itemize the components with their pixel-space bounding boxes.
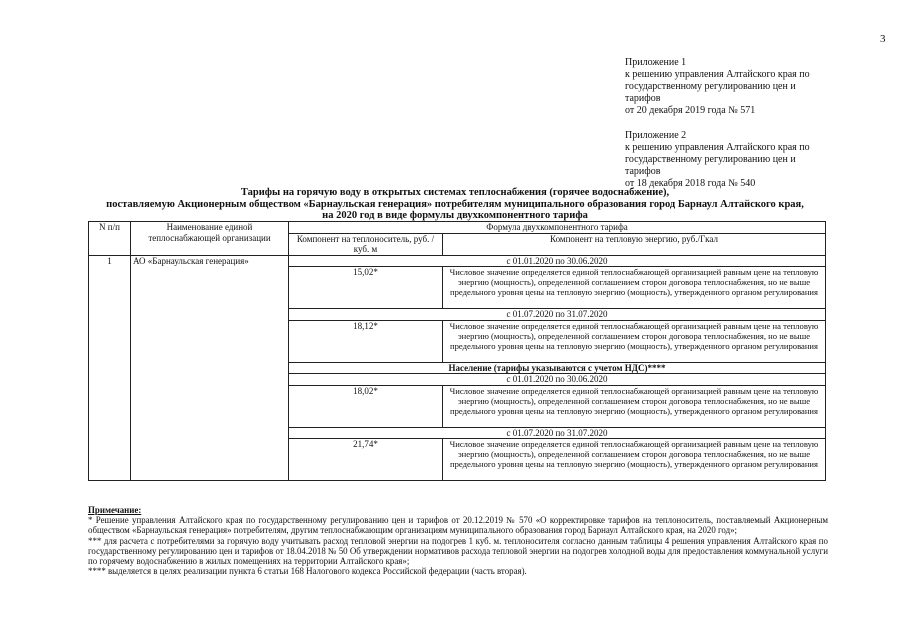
document-title xyxy=(80,187,830,222)
appendix-1-line: государственному регулированию цен и xyxy=(625,81,796,92)
note-3: **** выделяется в целях реализации пункта 6 статьи 168 Налогового кодекса Российской федерации (часть вторая). xyxy=(88,566,527,577)
appendix-2-line: государственному регулированию цен и xyxy=(625,154,796,165)
header-coolant-component: Компонент на теплоноситель, руб. /куб. м xyxy=(289,233,443,255)
period-row: с 01.01.2020 по 30.06.2020 xyxy=(289,255,826,267)
appendix-1-line: от 20 декабря 2019 года № 571 xyxy=(625,105,756,116)
energy-description: Числовое значение определяется единой теплоснабжающей организацией равным цене на тепловую энергию (мощность), определенной соглашением сторон договора теплоснабжения, но не выше предельного уровня цены на тепловую энергию (мощность), утвержденного органом регулирования xyxy=(443,385,826,427)
appendix-2-line: от 18 декабря 2018 года № 540 xyxy=(625,178,756,189)
coolant-value: 18,12* xyxy=(289,320,443,362)
appendix-2-line: тарифов xyxy=(625,166,661,177)
notes-heading: Примечание: xyxy=(88,505,142,515)
organization-name: АО «Барнаульская генерация» xyxy=(131,255,289,481)
appendix-2-block xyxy=(625,130,865,190)
appendix-1-line: Приложение 1 xyxy=(625,57,687,68)
header-formula: Формула двухкомпонентного тарифа xyxy=(289,222,826,234)
appendix-1-block xyxy=(625,57,865,117)
tariff-table xyxy=(88,221,826,481)
coolant-value: 15,02* xyxy=(289,267,443,309)
period-row: с 01.01.2020 по 30.06.2020 xyxy=(289,374,826,386)
coolant-value: 18,02* xyxy=(289,385,443,427)
notes-section xyxy=(88,505,828,576)
note-1: * Решение управления Алтайского края по государственному регулированию цен и тарифов от 20.12.2019 № 570 «О корректировке тарифов на теплоноситель, поставляемый Акционерным обществом «Барнаульская генерация» потребителям, другим теплоснабжающим организациям муниципального образования город Барнаул Алтайского края, на 2020 год»; xyxy=(88,515,828,536)
page-number: 3 xyxy=(880,33,886,45)
appendix-1-line: тарифов xyxy=(625,93,661,104)
energy-description: Числовое значение определяется единой теплоснабжающей организацией равным цене на тепловую энергию (мощность), определенной соглашением сторон договора теплоснабжения, но не выше предельного уровня цены на тепловую энергию (мощность), утвержденного органом регулирования xyxy=(443,320,826,362)
population-row: Население (тарифы указываются с учетом НДС)**** xyxy=(289,362,826,374)
title-line: Тарифы на горячую воду в открытых системах теплоснабжения (горячее водоснабжение), xyxy=(240,187,670,198)
appendix-2-line: Приложение 2 xyxy=(625,130,687,141)
energy-description: Числовое значение определяется единой теплоснабжающей организацией равным цене на тепловую энергию (мощность), определенной соглашением сторон договора теплоснабжения, но не выше предельного уровня цены на тепловую энергию (мощность), утвержденного органом регулирования xyxy=(443,267,826,309)
title-line: поставляемую Акционерным обществом «Барнаульская генерация» потребителям муниципального образования город Барнаул Алтайского края, xyxy=(106,198,804,210)
header-num: N п/п xyxy=(89,222,131,256)
note-2: *** для расчета с потребителями за горячую воду учитывать расход тепловой энергии на подогрев 1 куб. м. теплоносителя согласно данным таблицы 4 решения управления Алтайского края по государственному регулированию цен и тарифов от 18.04.2018 № 50 Об утверждении нормативов расхода тепловой энергии на подогрев холодной воды для предоставления коммунальной услуги по горячему водоснабжению в жилых помещениях на территории Алтайского края»; xyxy=(88,535,828,567)
appendix-1-line: к решению управления Алтайского края по xyxy=(625,69,810,80)
coolant-value: 21,74* xyxy=(289,439,443,481)
row-number: 1 xyxy=(89,255,131,481)
period-row: с 01.07.2020 по 31.07.2020 xyxy=(289,427,826,439)
energy-description: Числовое значение определяется единой теплоснабжающей организацией равным цене на тепловую энергию (мощность), определенной соглашением сторон договора теплоснабжения, но не выше предельного уровня цены на тепловую энергию (мощность), утвержденного органом регулирования xyxy=(443,439,826,481)
appendix-2-line: к решению управления Алтайского края по xyxy=(625,142,810,153)
header-energy-component: Компонент на тепловую энергию, руб./Гкал xyxy=(443,233,826,255)
period-row: с 01.07.2020 по 31.07.2020 xyxy=(289,309,826,321)
header-org: Наименование единой теплоснабжающей организации xyxy=(131,222,289,256)
title-line: на 2020 год в виде формулы двухкомпонентного тарифа xyxy=(322,210,588,221)
